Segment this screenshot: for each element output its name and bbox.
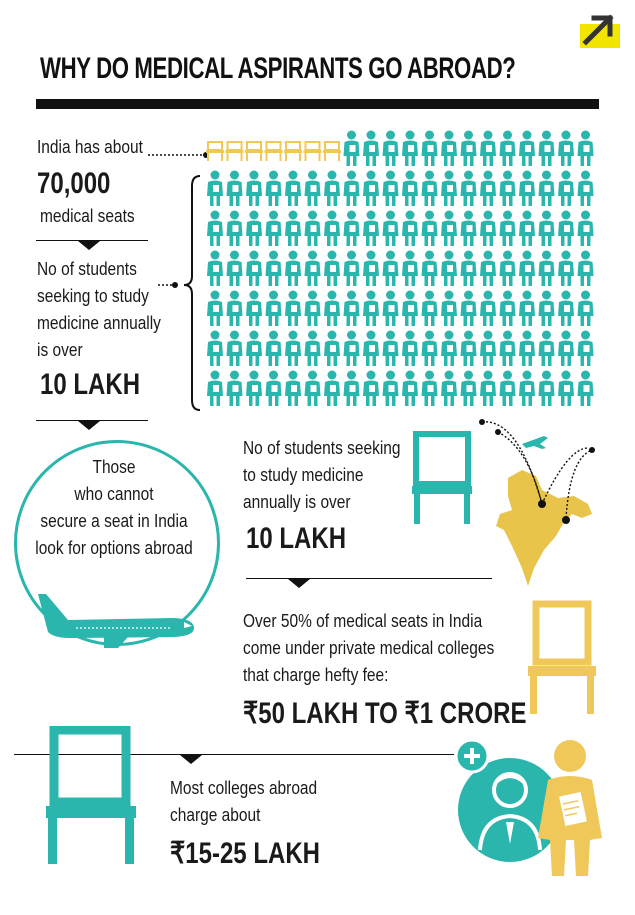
student-icon <box>480 331 496 367</box>
student-icon <box>461 371 477 407</box>
students-text-line1: No of students <box>37 259 137 279</box>
students-abroad-value: 10 LAKH <box>246 522 347 555</box>
student-icon <box>422 171 438 207</box>
divider-pointer <box>288 579 310 588</box>
student-icon <box>519 371 535 407</box>
student-icon <box>246 291 262 327</box>
student-icon <box>363 171 379 207</box>
student-icon <box>227 211 243 247</box>
student-icon <box>422 291 438 327</box>
student-icon <box>227 291 243 327</box>
seat-icon <box>284 142 302 161</box>
student-icon <box>305 171 321 207</box>
bubble-text <box>14 454 214 562</box>
student-icon <box>305 251 321 287</box>
student-icon <box>539 171 555 207</box>
page-title: WHY DO MEDICAL ASPIRANTS GO ABROAD? <box>40 52 516 85</box>
student-icon <box>285 331 301 367</box>
student-icon <box>578 331 594 367</box>
seats-intro-text: India has about <box>37 137 143 157</box>
doctor-student-icon <box>452 728 612 878</box>
private-colleges-line3: that charge hefty fee: <box>243 665 389 685</box>
student-icon <box>383 131 399 167</box>
student-icon <box>324 331 340 367</box>
student-icon <box>500 171 516 207</box>
india-map-icon <box>478 418 604 590</box>
divider-pointer <box>78 241 100 250</box>
student-icon <box>363 131 379 167</box>
student-icon <box>539 211 555 247</box>
bracket-connector <box>158 172 206 414</box>
student-icon <box>285 251 301 287</box>
student-icon <box>519 291 535 327</box>
student-icon <box>305 211 321 247</box>
student-icon <box>578 131 594 167</box>
corner-arrow-icon <box>580 8 620 48</box>
student-icon <box>266 291 282 327</box>
student-icon <box>344 251 360 287</box>
yellow-chair-icon <box>526 600 598 716</box>
student-icon <box>402 131 418 167</box>
student-icon <box>383 211 399 247</box>
student-icon <box>519 331 535 367</box>
private-fee-value: ₹50 LAKH TO ₹1 CRORE <box>243 697 527 730</box>
student-icon <box>578 171 594 207</box>
bubble-line: Those <box>92 457 136 477</box>
student-icon <box>422 251 438 287</box>
seat-icon <box>226 142 244 161</box>
student-icon <box>402 211 418 247</box>
private-colleges-line2: come under private medical colleges <box>243 638 495 658</box>
student-icon <box>578 251 594 287</box>
student-icon <box>480 131 496 167</box>
student-icon <box>461 331 477 367</box>
student-icon <box>266 331 282 367</box>
empty-chair-icon <box>410 430 474 526</box>
student-icon <box>383 251 399 287</box>
dotted-connector <box>148 150 210 160</box>
student-icon <box>500 291 516 327</box>
student-icon <box>441 171 457 207</box>
bubble-line: who cannot <box>74 484 154 504</box>
student-icon <box>441 211 457 247</box>
bubble-line: secure a seat in India <box>40 511 188 531</box>
student-icon <box>558 211 574 247</box>
student-icon <box>519 211 535 247</box>
bubble-line: look for options abroad <box>35 538 193 558</box>
seats-label: medical seats <box>40 206 135 226</box>
student-icon <box>558 331 574 367</box>
student-icon <box>207 251 223 287</box>
abroad-fee-line1: Most colleges abroad <box>170 778 318 798</box>
student-icon <box>578 211 594 247</box>
title-underline <box>36 99 599 109</box>
airplane-icon <box>34 586 196 648</box>
seat-icon <box>265 142 283 161</box>
student-icon <box>246 211 262 247</box>
student-icon <box>402 251 418 287</box>
student-icon <box>422 371 438 407</box>
student-icon <box>246 251 262 287</box>
student-icon <box>344 291 360 327</box>
student-icon <box>344 211 360 247</box>
student-icon <box>227 171 243 207</box>
student-icon <box>519 251 535 287</box>
student-icon <box>500 251 516 287</box>
student-icon <box>558 371 574 407</box>
student-icon <box>480 291 496 327</box>
student-icon <box>480 171 496 207</box>
student-icon <box>207 371 223 407</box>
student-icon <box>441 371 457 407</box>
student-icon <box>227 251 243 287</box>
student-icon <box>266 251 282 287</box>
students-text-line4: is over <box>37 340 83 360</box>
students-value: 10 LAKH <box>40 368 141 401</box>
student-icon <box>441 251 457 287</box>
student-icon <box>207 171 223 207</box>
divider-pointer <box>180 755 202 764</box>
student-icon <box>500 371 516 407</box>
student-icon <box>324 251 340 287</box>
students-text-line3: medicine annually <box>37 313 161 333</box>
student-icon <box>558 131 574 167</box>
student-icon <box>344 171 360 207</box>
students-abroad-line1: No of students seeking <box>243 438 401 458</box>
student-icon <box>363 371 379 407</box>
teal-chair-icon <box>44 726 140 866</box>
student-pictogram <box>206 128 606 418</box>
student-icon <box>500 331 516 367</box>
student-icon <box>422 331 438 367</box>
student-icon <box>383 291 399 327</box>
student-icon <box>305 291 321 327</box>
student-icon <box>227 371 243 407</box>
student-icon <box>324 371 340 407</box>
student-icon <box>441 291 457 327</box>
student-icon <box>246 331 262 367</box>
student-icon <box>344 371 360 407</box>
student-icon <box>539 371 555 407</box>
student-icon <box>285 291 301 327</box>
student-icon <box>500 131 516 167</box>
student-icon <box>402 291 418 327</box>
student-icon <box>305 371 321 407</box>
student-icon <box>383 331 399 367</box>
student-icon <box>363 291 379 327</box>
student-icon <box>578 371 594 407</box>
student-icon <box>461 171 477 207</box>
student-icon <box>285 171 301 207</box>
student-icon <box>363 331 379 367</box>
student-icon <box>246 371 262 407</box>
student-icon <box>305 331 321 367</box>
student-icon <box>285 371 301 407</box>
student-icon <box>539 131 555 167</box>
abroad-fee-value: ₹15-25 LAKH <box>170 837 320 870</box>
student-icon <box>227 331 243 367</box>
student-icon <box>266 211 282 247</box>
student-icon <box>207 331 223 367</box>
student-icon <box>441 131 457 167</box>
divider <box>246 578 492 579</box>
student-icon <box>363 211 379 247</box>
student-icon <box>461 291 477 327</box>
student-icon <box>500 211 516 247</box>
students-abroad-line2: to study medicine <box>243 465 364 485</box>
student-icon <box>578 291 594 327</box>
seat-icon <box>304 142 322 161</box>
student-icon <box>285 211 301 247</box>
student-icon <box>480 251 496 287</box>
student-icon <box>539 331 555 367</box>
seat-icon <box>323 142 341 161</box>
abroad-fee-line2: charge about <box>170 805 261 825</box>
student-icon <box>324 171 340 207</box>
seats-value: 70,000 <box>37 167 111 200</box>
student-icon <box>402 331 418 367</box>
student-icon <box>344 331 360 367</box>
student-icon <box>539 291 555 327</box>
student-icon <box>266 171 282 207</box>
private-colleges-line1: Over 50% of medical seats in India <box>243 611 483 631</box>
student-icon <box>558 291 574 327</box>
student-icon <box>324 291 340 327</box>
student-icon <box>207 211 223 247</box>
student-icon <box>558 171 574 207</box>
students-text-line2: seeking to study <box>37 286 149 306</box>
student-icon <box>383 171 399 207</box>
student-icon <box>558 251 574 287</box>
student-icon <box>207 291 223 327</box>
student-icon <box>441 331 457 367</box>
student-icon <box>519 131 535 167</box>
students-abroad-line3: annually is over <box>243 492 351 512</box>
student-icon <box>344 131 360 167</box>
seat-icon <box>206 142 224 161</box>
student-icon <box>402 371 418 407</box>
student-icon <box>363 251 379 287</box>
student-icon <box>266 371 282 407</box>
student-icon <box>461 251 477 287</box>
student-icon <box>461 211 477 247</box>
student-icon <box>422 211 438 247</box>
student-icon <box>480 371 496 407</box>
divider-pointer <box>78 421 100 430</box>
student-icon <box>539 251 555 287</box>
student-icon <box>383 371 399 407</box>
student-icon <box>519 171 535 207</box>
student-icon <box>480 211 496 247</box>
seat-icon <box>245 142 263 161</box>
student-icon <box>324 211 340 247</box>
student-icon <box>422 131 438 167</box>
student-icon <box>402 171 418 207</box>
student-icon <box>461 131 477 167</box>
student-icon <box>246 171 262 207</box>
